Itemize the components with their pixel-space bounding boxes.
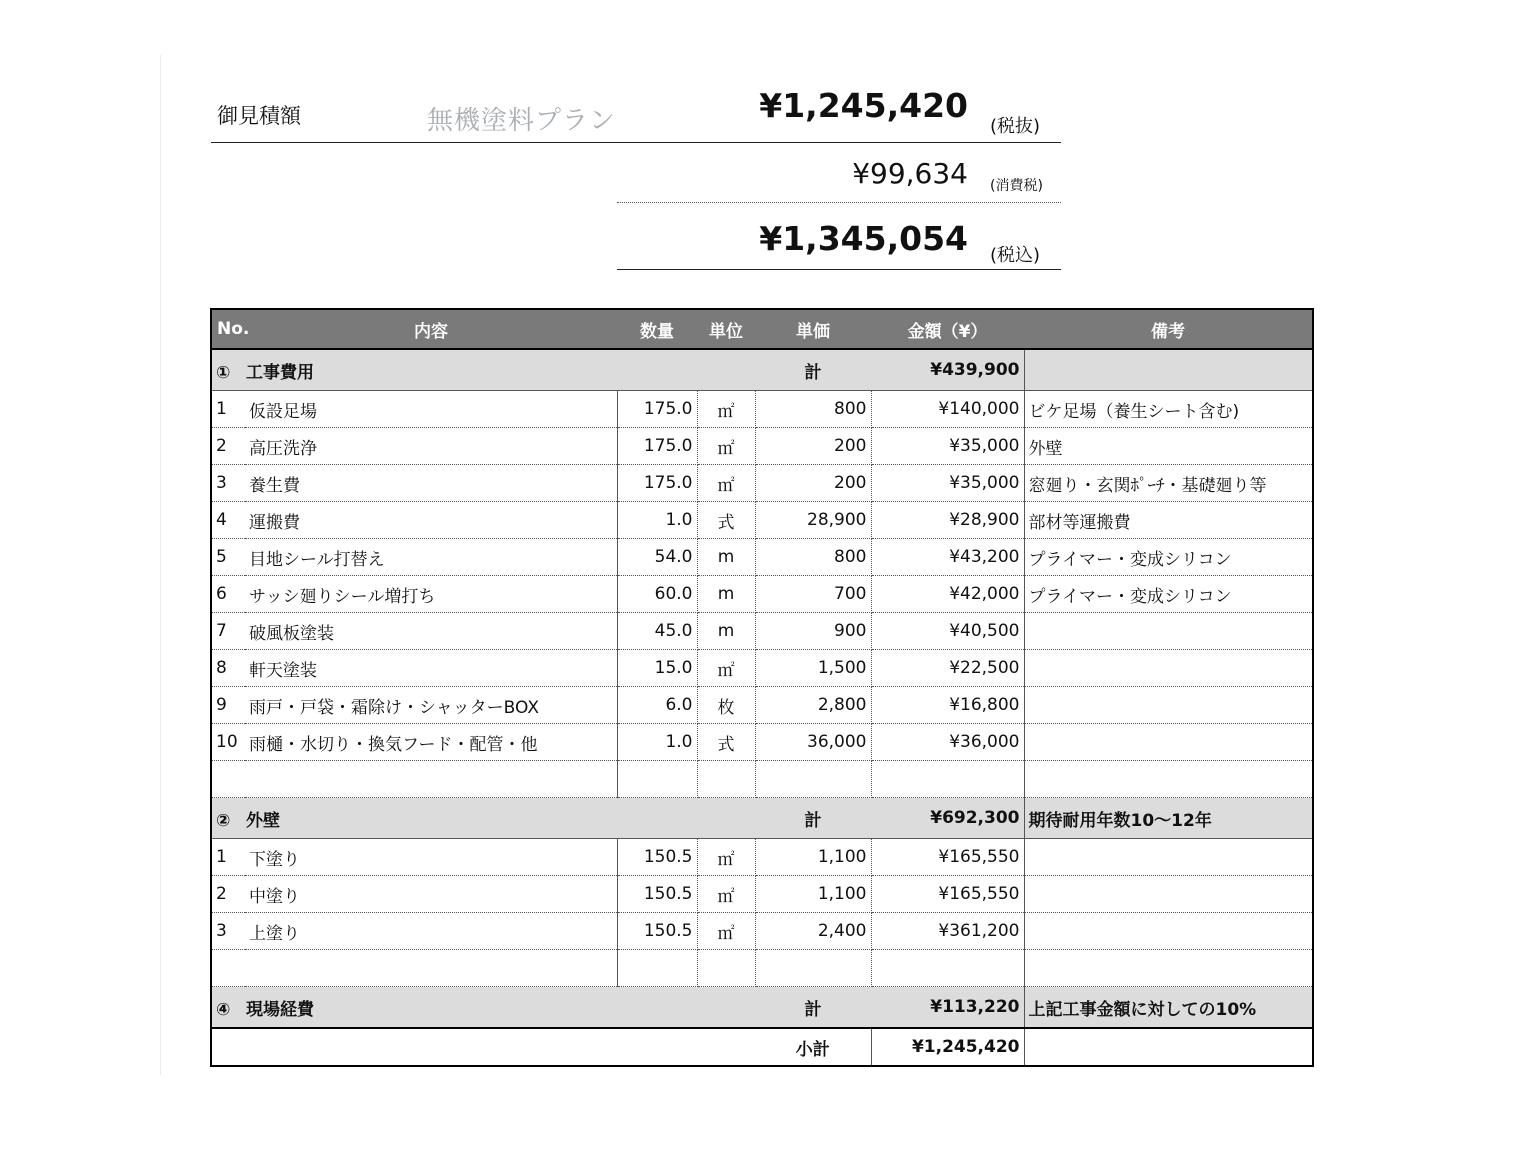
section-empty [617,798,697,839]
row-unit: m [697,539,755,576]
blank-cell [1024,761,1313,798]
section-empty [617,349,697,391]
row-unit: 枚 [697,687,755,724]
blank-cell [755,950,871,987]
row-unit: ㎡ [697,876,755,913]
row-amount: ¥165,550 [871,876,1024,913]
table-row [211,650,1313,687]
row-no: 4 [211,502,245,539]
row-price: 700 [755,576,871,613]
blank-cell [697,761,755,798]
table-row [211,687,1313,724]
row-name: 雨樋・水切り・換気フード・配管・他 [245,724,617,761]
row-price: 2,800 [755,687,871,724]
row-qty: 60.0 [617,576,697,613]
section-mark: ④ [216,999,231,1020]
blank-cell [617,761,697,798]
table-row [211,576,1313,613]
row-name: 破風板塗装 [245,613,617,650]
row-name: 軒天塗装 [245,650,617,687]
page-margin-line [160,55,161,1075]
estimate-table [210,308,1314,1067]
row-price: 36,000 [755,724,871,761]
row-qty: 45.0 [617,613,697,650]
blank-cell [617,950,697,987]
row-note [1024,650,1313,687]
row-qty: 150.5 [617,839,697,876]
header-amount: 金額（¥） [871,309,1024,349]
total-rule [617,269,1061,270]
table-row [211,391,1313,428]
row-note: ビケ足場（養生シート含む) [1024,391,1313,428]
row-amount: ¥35,000 [871,465,1024,502]
row-no: 3 [211,465,245,502]
row-unit: ㎡ [697,839,755,876]
row-qty: 54.0 [617,539,697,576]
row-qty: 175.0 [617,391,697,428]
row-no: 5 [211,539,245,576]
row-unit: ㎡ [697,913,755,950]
row-no: 8 [211,650,245,687]
table-row [211,724,1313,761]
row-no: 6 [211,576,245,613]
row-price: 28,900 [755,502,871,539]
table-row [211,876,1313,913]
blank-cell [697,950,755,987]
section-row [211,798,1313,839]
row-no: 7 [211,613,245,650]
section-empty [697,349,755,391]
row-amount: ¥165,550 [871,839,1024,876]
row-amount: ¥43,200 [871,539,1024,576]
table-row [211,913,1313,950]
row-amount: ¥140,000 [871,391,1024,428]
row-price: 1,500 [755,650,871,687]
blank-cell [211,950,245,987]
row-amount: ¥36,000 [871,724,1024,761]
section-title-cell [211,798,617,839]
row-amount: ¥16,800 [871,687,1024,724]
row-price: 800 [755,391,871,428]
section-note: 期待耐用年数10～12年 [1024,798,1313,839]
section-total: ¥692,300 [871,798,1024,839]
row-price: 200 [755,465,871,502]
row-unit: ㎡ [697,391,755,428]
section-empty [617,987,697,1029]
row-no: 2 [211,428,245,465]
row-name: サッシ廻りシール増打ち [245,576,617,613]
row-unit: 式 [697,502,755,539]
row-note [1024,839,1313,876]
subtotal-empty [211,1028,755,1066]
blank-cell [871,950,1024,987]
table-row [211,613,1313,650]
row-name: 下塗り [245,839,617,876]
row-note [1024,687,1313,724]
blank-cell [755,761,871,798]
row-price: 2,400 [755,913,871,950]
row-note [1024,724,1313,761]
row-name: 目地シール打替え [245,539,617,576]
section-title-cell [211,987,617,1029]
row-unit: 式 [697,724,755,761]
table-row [211,428,1313,465]
subtotal-row [211,1028,1313,1066]
row-name: 運搬費 [245,502,617,539]
row-name: 中塗り [245,876,617,913]
row-note: 窓廻り・玄関ﾎﾟｰﾁ・基礎廻り等 [1024,465,1313,502]
row-no: 9 [211,687,245,724]
row-note: 部材等運搬費 [1024,502,1313,539]
table-row [211,502,1313,539]
table-row [211,839,1313,876]
row-qty: 150.5 [617,876,697,913]
amount-incl-tax-note: (税込) [990,245,1041,266]
row-amount: ¥28,900 [871,502,1024,539]
subtotal-note [1024,1028,1313,1066]
row-note: プライマー・変成シリコン [1024,539,1313,576]
section-row [211,987,1313,1029]
amount-excl-tax-note: (税抜) [990,116,1041,137]
row-note: 外壁 [1024,428,1313,465]
blank-row [211,761,1313,798]
row-qty: 1.0 [617,502,697,539]
section-empty [697,987,755,1029]
section-total-label: 計 [755,798,871,839]
row-price: 800 [755,539,871,576]
row-qty: 6.0 [617,687,697,724]
row-no: 1 [211,839,245,876]
blank-cell [871,761,1024,798]
header-no: No. [211,309,245,349]
section-total: ¥439,900 [871,349,1024,391]
row-qty: 175.0 [617,428,697,465]
table-header-row [211,309,1313,349]
row-no: 10 [211,724,245,761]
row-unit: ㎡ [697,465,755,502]
row-name: 高圧洗浄 [245,428,617,465]
section-total-label: 計 [755,349,871,391]
row-note [1024,913,1313,950]
header-unit: 単位 [697,309,755,349]
blank-cell [245,761,617,798]
subtotal-label: 小計 [755,1028,871,1066]
section-mark: ② [216,810,231,831]
row-qty: 1.0 [617,724,697,761]
row-no: 1 [211,391,245,428]
plan-name: 無機塗料プラン [427,106,617,136]
row-price: 1,100 [755,839,871,876]
row-name: 養生費 [245,465,617,502]
amount-excl-tax: ¥1,245,420 [759,86,968,125]
section-title: 工事費用 [246,362,314,383]
row-price: 1,100 [755,876,871,913]
subtotal-amount: ¥1,245,420 [871,1028,1024,1066]
row-unit: m [697,576,755,613]
estimate-label: 御見積額 [217,104,301,128]
section-row [211,349,1313,391]
table-row [211,465,1313,502]
row-price: 200 [755,428,871,465]
row-unit: m [697,613,755,650]
section-title: 現場経費 [246,999,314,1020]
row-no: 2 [211,876,245,913]
row-note [1024,613,1313,650]
row-note [1024,876,1313,913]
section-empty [697,798,755,839]
row-amount: ¥35,000 [871,428,1024,465]
row-amount: ¥40,500 [871,613,1024,650]
section-title: 外壁 [246,810,280,831]
blank-row [211,950,1313,987]
row-name: 雨戸・戸袋・霜除け・シャッターBOX [245,687,617,724]
row-name: 上塗り [245,913,617,950]
row-price: 900 [755,613,871,650]
header-rule [211,142,1061,143]
row-name: 仮設足場 [245,391,617,428]
section-mark: ① [216,362,231,383]
section-title-cell [211,349,617,391]
table-row [211,539,1313,576]
row-no: 3 [211,913,245,950]
tax-rule [617,202,1061,203]
section-total: ¥113,220 [871,987,1024,1029]
row-amount: ¥22,500 [871,650,1024,687]
section-note [1024,349,1313,391]
header-price: 単価 [755,309,871,349]
tax-amount: ¥99,634 [852,157,968,190]
row-unit: ㎡ [697,428,755,465]
blank-cell [1024,950,1313,987]
blank-cell [245,950,617,987]
section-note: 上記工事金額に対しての10% [1024,987,1313,1029]
amount-incl-tax: ¥1,345,054 [759,219,968,258]
row-amount: ¥361,200 [871,913,1024,950]
header-qty: 数量 [617,309,697,349]
header-note: 備考 [1024,309,1313,349]
section-total-label: 計 [755,987,871,1029]
row-qty: 175.0 [617,465,697,502]
row-qty: 15.0 [617,650,697,687]
blank-cell [211,761,245,798]
tax-note: (消費税) [990,178,1043,194]
row-note: プライマー・変成シリコン [1024,576,1313,613]
header-content: 内容 [245,309,617,349]
row-qty: 150.5 [617,913,697,950]
row-unit: ㎡ [697,650,755,687]
row-amount: ¥42,000 [871,576,1024,613]
